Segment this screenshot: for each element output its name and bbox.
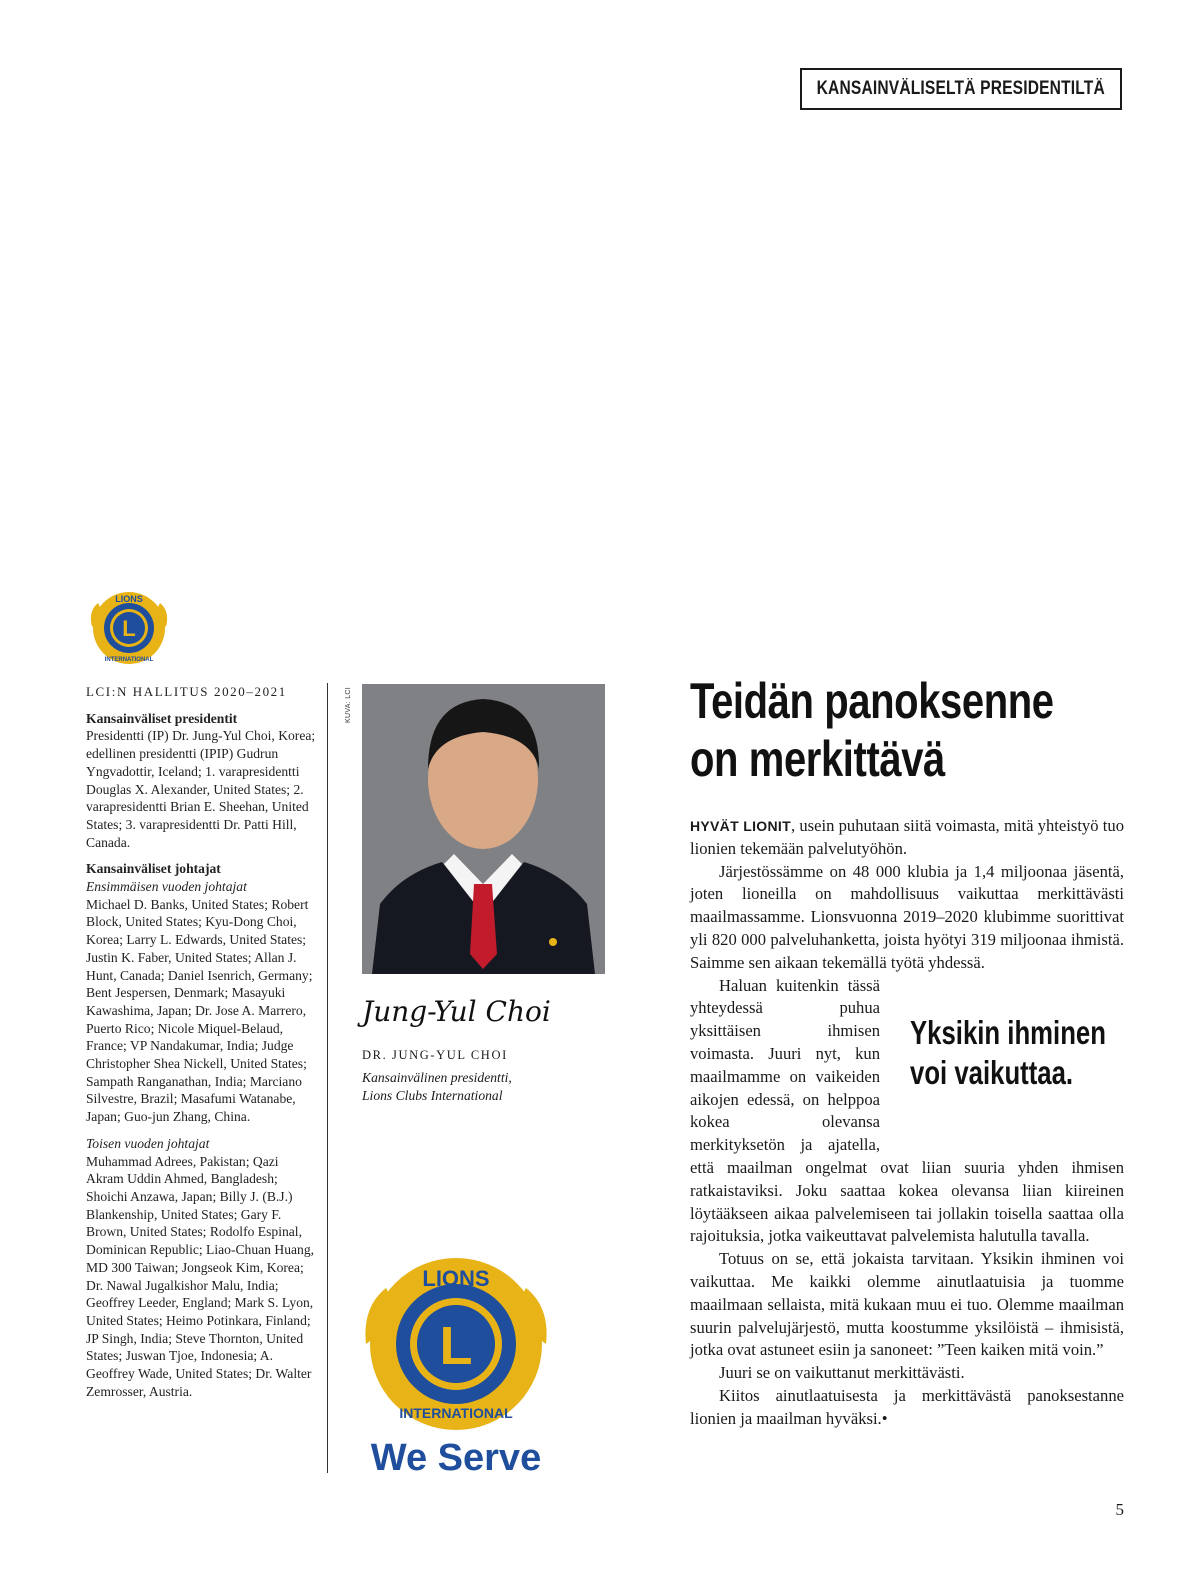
presidents-heading: Kansainväliset presidentit [86,710,238,726]
paragraph-3: Haluan kuitenkin tässä yhteydessä puhua yksittäisen ihmisen voimasta. Juuri nyt, kun maailmamme on vaikeiden aikojen edessä, on helppoa kokea olevansa merkityksetön ja ajatella, että maailman ongelmat ovat liian suuria yhden ihmisen ratkaistaviksi. Joku saattaa kokea olevansa liian kiireinen löytääkseen aikaa palvelemiseen tai jollakin toisella saattaa olla rajoituksia, jotka vaikeuttavat palvelemista halutulla tavalla. [690,975,1124,1246]
logo-top-text: LIONS [115,594,143,604]
pull-quote-line2: voi vaikuttaa. [910,1053,1074,1091]
svg-text:L: L [439,1316,473,1376]
lions-logo-we-serve [360,1252,552,1477]
paragraph-6 [690,1385,1124,1431]
paragraph-5: Juuri se on vaikuttanut merkittävästi. [719,1363,965,1383]
paragraph-2: Järjestössämme on 48 000 klubia ja 1,4 miljoonaa jäsentä, joten lioneilla on mahdollisuus vaikuttaa merkittävästi maailmassamme. Lionsvuonna 2019–2020 klubimme suorittivat yli 820 000 palveluhanketta, joista hyötyi 319 miljoonaa ihmistä. Saimme sen aikaan tekemällä työtä yhdessä. [690,861,1124,972]
sidebar-title: LCI:N HALLITUS 2020–2021 [86,684,287,699]
first-year-heading: Ensimmäisen vuoden johtajat [86,879,247,895]
section-label-text: KANSAINVÄLISELTÄ PRESIDENTILTÄ [816,78,1106,99]
first-year-text: Michael D. Banks, United States; Robert Block, United States; Kyu-Dong Choi, Korea; Larry L. Edwards, United States; Justin K. Faber, United States; Allan J. Hunt, Canada; Daniel Isenrich, Germany; Bent Jespersen, Denmark; Masayuki Kawashima, Japan; Dr. Jose A. Marrero, Puerto Rico; Nicole Miquel-Belaud, France; VP Nandakumar, India; Judge Christopher Shea Nickell, United States; Sampath Ranganathan, India; Marciano Silvestre, Brazil; Masafumi Watanabe, Japan; Guo-jun Zhang, China. [86,896,313,1125]
pull-quote-line1: Yksikin ihminen [910,1013,1106,1051]
author-role-line2: Lions Clubs International [362,1088,503,1103]
presidents-text: Presidentti (IP) Dr. Jung-Yul Choi, Korea; edellinen presidentti (IPIP) Gudrun Yngvadottir, Iceland; 1. varapresidentti Douglas X. Alexander, United States; 2. varapresidentti Brian E. Sheehan, United States; 3. varapresidentti Dr. Patti Hill, Canada. [86,728,316,850]
lions-logo-small [84,585,174,671]
second-year-heading: Toisen vuoden johtajat [86,1135,210,1151]
logo-letter: L [122,616,136,641]
paragraph-4: Totuus on se, että jokaista tarvitaan. Yksikin ihminen voi vaikuttaa. Me kaikki olemme ainutlaatuisia ja tuomme maailmaan sellaista, mitä kukaan muu ei tuo. Olemme maailman suurin palvelujärjestö, mutta koostumme yksilöistä – ihmisistä, jotka ovat astuneet esiin ja sanoneet: ”Teen kaiken mitä voin.” [690,1249,1124,1360]
paragraph-1-text: , usein puhutaan siitä voimasta, mitä yhteistyö tuo lionien tekemään palvelutyöhön. [690,816,1124,858]
pull-quote [894,987,1124,1147]
svg-text:LIONS: LIONS [422,1266,490,1291]
author-role [362,1069,612,1105]
photo-credit: KUVA: LCI [345,686,352,723]
second-year-text: Muhammad Adrees, Pakistan; Qazi Akram Uddin Ahmed, Bangladesh; Shoichi Anzawa, Japan; Billy J. (B.J.) Blankenship, United States; Gary F. Brown, United States; Rodolfo Espinal, Dominican Republic; Liao-Chuan Huang, MD 300 Taiwan; Jongseok Kim, Korea; Dr. Nawal Jugalkishor Malu, India; Geoffrey Leeder, England; Mark S. Lyon, United States; Heimo Potinkara, Finland; JP Singh, India; Steve Thornton, United States; Juswan Tjoe, Indonesia; A. Geoffrey Wade, United States; Dr. Walter Zemrosser, Austria. [86,1153,315,1399]
end-mark: • [881,1408,888,1428]
author-role-line1: Kansainvälinen presidentti, [362,1070,512,1085]
article-body [690,815,1124,1431]
article-headline [690,672,1130,788]
headline-line1: Teidän panoksenne [690,673,1054,729]
headline-line2: on merkittävä [690,731,945,787]
lead-in: HYVÄT LIONIT [690,818,791,834]
logo-bottom-text: INTERNATIONAL [104,657,154,663]
we-serve-tagline: We Serve [370,1437,542,1477]
paragraph-6-text: Kiitos ainutlaatuisesta ja merkittävästä panoksestanne lionien ja maailman hyväksi. [690,1385,1124,1428]
board-sidebar [86,683,316,1400]
svg-text:INTERNATIONAL: INTERNATIONAL [399,1405,513,1421]
directors-heading: Kansainväliset johtajat [86,861,221,877]
paragraph-1 [690,815,1124,861]
president-portrait [362,684,605,974]
page-number: 5 [1115,1500,1124,1519]
author-name: DR. JUNG-YUL CHOI [362,1048,508,1062]
signature: Jung-Yul Choi [362,995,551,1028]
column-divider [327,683,328,1473]
section-label [800,68,1122,110]
